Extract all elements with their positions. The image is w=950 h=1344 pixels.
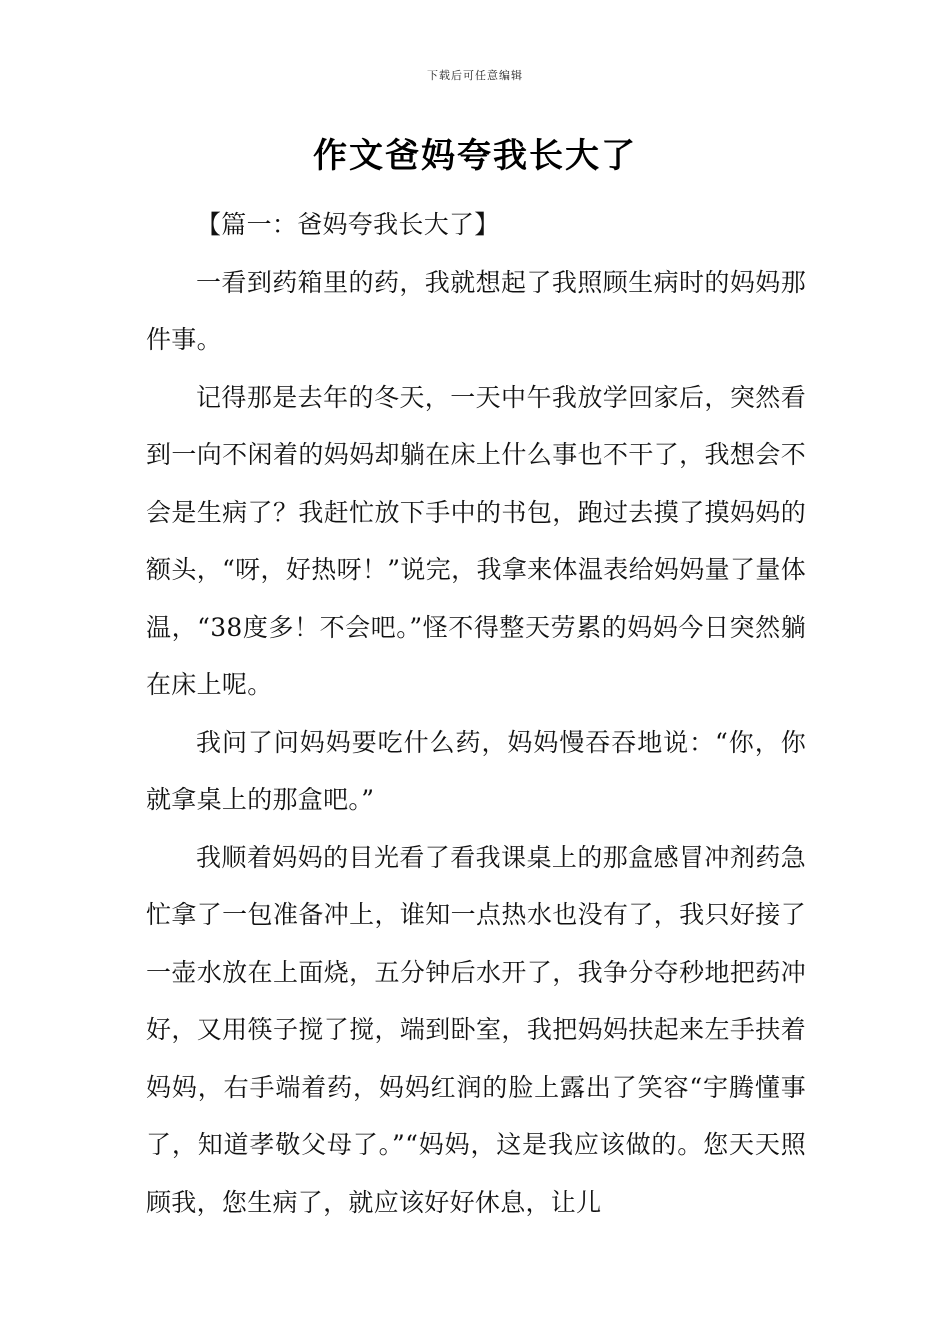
document-body [146, 196, 806, 1231]
document-title: 作文爸妈夸我长大了 [313, 136, 637, 176]
paragraph-4: 我顺着妈妈的目光看了看我课桌上的那盒感冒冲剂药急忙拿了一包准备冲上，谁知一点热水也没有了，我只好接了一壶水放在上面烧，五分钟后水开了，我争分夺秒地把药冲好，又用筷子搅了搅，端到卧室，我把妈妈扶起来左手扶着妈妈，右手端着药，妈妈红润的脸上露出了笑容“宇腾懂事了，知道孝敬父母了。”“妈妈，这是我应该做的。您天天照顾我，您生病了，就应该好好休息，让儿 [146, 842, 806, 1217]
paragraph-2: 记得那是去年的冬天，一天中午我放学回家后，突然看到一向不闲着的妈妈却躺在床上什么事也不干了，我想会不会是生病了？我赶忙放下手中的书包，跑过去摸了摸妈妈的额头，“呀，好热呀！”说完，我拿来体温表给妈妈量了量体温，“38度多！不会吧。”怪不得整天劳累的妈妈今日突然躺在床上呢。 [146, 382, 806, 699]
paragraph-1: 一看到药箱里的药，我就想起了我照顾生病时的妈妈那件事。 [146, 267, 806, 354]
header-note: 下载后可任意编辑 [427, 69, 523, 82]
section-heading: 【篇一：爸妈夸我长大了】 [196, 210, 500, 239]
paragraph-3: 我问了问妈妈要吃什么药，妈妈慢吞吞地说：“你，你就拿桌上的那盒吧。” [146, 727, 806, 814]
